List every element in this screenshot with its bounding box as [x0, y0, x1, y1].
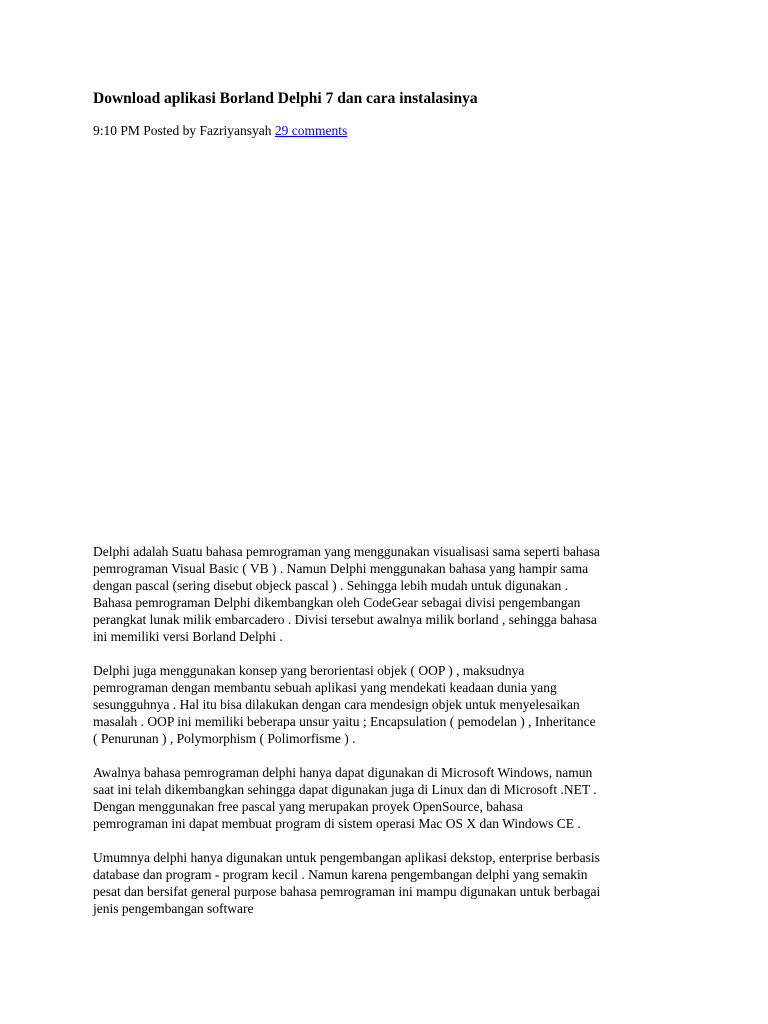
- posted-by-label: Posted by: [143, 123, 197, 138]
- post-meta: [93, 122, 347, 140]
- post-time: 9:10 PM: [93, 123, 140, 138]
- post-body: [93, 543, 683, 934]
- blank-image-area: [93, 150, 673, 530]
- post-author: Fazriyansyah: [199, 123, 272, 138]
- paragraph-3: Awalnya bahasa pemrograman delphi hanya dapat digunakan di Microsoft Windows, namun saat ini telah dikembangkan sehingga dapat digunakan juga di Linux dan di Microsoft .NET . Dengan menggunakan free pascal yang merupakan proyek OpenSource, bahasa pemrograman ini dapat membuat program di sistem operasi Mac OS X dan Windows CE .: [93, 765, 597, 831]
- paragraph-2: Delphi juga menggunakan konsep yang berorientasi objek ( OOP ) , maksudnya pemrograman dengan membantu sebuah aplikasi yang mendekati keadaan dunia yang sesungguhnya . Hal itu bisa dilakukan dengan cara mendesign objek untuk menyelesaikan masalah . OOP ini memiliki beberapa unsur yaitu ; Encapsulation ( pemodelan ) , Inheritance ( Penurunan ) , Polymorphism ( Polimorfisme ) .: [93, 663, 596, 746]
- paragraph-1: Delphi adalah Suatu bahasa pemrograman yang menggunakan visualisasi sama seperti bahasa pemrograman Visual Basic ( VB ) . Namun Delphi menggunakan bahasa yang hampir sama dengan pascal (sering disebut objeck pascal ) . Sehingga lebih mudah untuk digunakan . Bahasa pemrograman Delphi dikembangkan oleh CodeGear sebagai divisi pengembangan perangkat lunak milik embarcadero . Divisi tersebut awalnya milik borland , sehingga bahasa ini memiliki versi Borland Delphi .: [93, 544, 600, 644]
- comments-link[interactable]: 29 comments: [274, 123, 348, 138]
- post-title: Download aplikasi Borland Delphi 7 dan cara instalasinya: [93, 90, 478, 107]
- paragraph-4: Umumnya delphi hanya digunakan untuk pengembangan aplikasi dekstop, enterprise berbasis database dan program - program kecil . Namun karena pengembangan delphi yang semakin pesat dan bersifat general purpose bahasa pemrograman ini mampu digunakan untuk berbagai jenis pengembangan software: [93, 850, 601, 916]
